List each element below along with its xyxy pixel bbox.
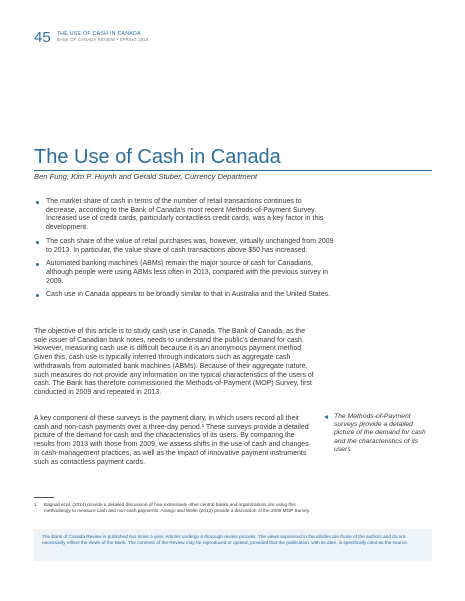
running-title: THE USE OF CASH IN CANADA xyxy=(56,31,141,37)
body-paragraph-1: The objective of this article is to study cash use in Canada. The Bank of Canada, as the sole issuer of Canadian bank notes, needs to understand the public's demand for cash. However, measuring cash use is difficult because it is an anonymous payment method. Given this, cash use is typically inferred through indicators such as aggregate cash withdrawals from automated bank machines (ABMs). Because of their aggregate nature, such measures do not provide any information on the typical characteristics of the users of cash. The Bank has therefore commissioned the Methods-of-Payment (MOP) Survey, first conducted in 2009 and repeated in 2013. xyxy=(34,328,314,396)
summary-bullet xyxy=(34,198,334,233)
margin-note-text: The Methods-of-Payment surveys provide a detailed picture of the demand for cash and the characteristics of its users xyxy=(334,413,426,453)
page-number: 45 xyxy=(34,29,51,46)
bullet-dot-icon xyxy=(36,263,39,266)
running-subtitle: BANK OF CANADA REVIEW • SPRING 2015 xyxy=(56,37,149,42)
publication-notice: The Bank of Canada Review is published two times a year. Articles undergo a thorough review process. The views expressed in the articles are those of the authors and do not necessarily reflect the views of the Bank. The contents of the Review may be reproduced or quoted, provided that the publication, with its date, is specifically cited as the source. xyxy=(34,529,432,561)
bullet-dot-icon xyxy=(36,241,39,244)
footnote-number: 1 xyxy=(34,502,37,507)
summary-bullet xyxy=(34,291,334,300)
footnote xyxy=(34,502,316,514)
footnote-divider xyxy=(34,497,54,498)
summary-bullet xyxy=(34,260,334,286)
bullet-dot-icon xyxy=(36,201,39,204)
bullet-text: The cash share of the value of retail purchases was, however, virtually unchanged from 2009 to 2013. In particular, the value share of cash transactions above $50 has increased. xyxy=(46,237,334,254)
running-header xyxy=(34,30,148,45)
article-title: The Use of Cash in Canada xyxy=(34,146,432,171)
summary-bullets xyxy=(34,198,334,305)
bullet-text: Cash use in Canada appears to be broadly similar to that in Australia and the United States. xyxy=(46,291,331,299)
article-authors: Ben Fung, Kim P. Huynh and Gerald Stuber, Currency Department xyxy=(34,172,258,181)
footnote-text: Bagnall et al. (2014) provide a detailed discussion of how extensively other central banks and organizations are using this methodology to measure cash and non-cash payments. Arango and Welte (2012) provide a discussion of the 2009 MOP Survey. xyxy=(44,502,311,513)
running-header-text xyxy=(57,30,149,43)
bullet-dot-icon xyxy=(36,294,39,297)
margin-note xyxy=(324,413,432,454)
summary-bullet xyxy=(34,238,334,255)
bullet-text: Automated banking machines (ABMs) remain the major source of cash for Canadians, although people were using ABMs less often in 2013, compared with the previous survey in 2009. xyxy=(46,260,329,285)
triangle-left-icon xyxy=(324,415,328,419)
body-paragraph-2: A key component of these surveys is the payment diary, in which users record all their cash and non-cash payments over a three-day period.¹ These surveys provide a detailed picture of the demand for cash and the characteristics of its users. By comparing the results from 2013 with those from 2009, we assess shifts in the use of cash and changes in cash-management practices, as well as the impact of innovative payment instruments such as contactless payment cards. xyxy=(34,415,309,466)
bullet-text: The market share of cash in terms of the number of retail transactions continues to decrease, according to the Bank of Canada's most recent Methods-of-Payment Survey. Increased use of credit cards, particularly contactless credit cards, was a key factor in this development. xyxy=(46,198,324,232)
